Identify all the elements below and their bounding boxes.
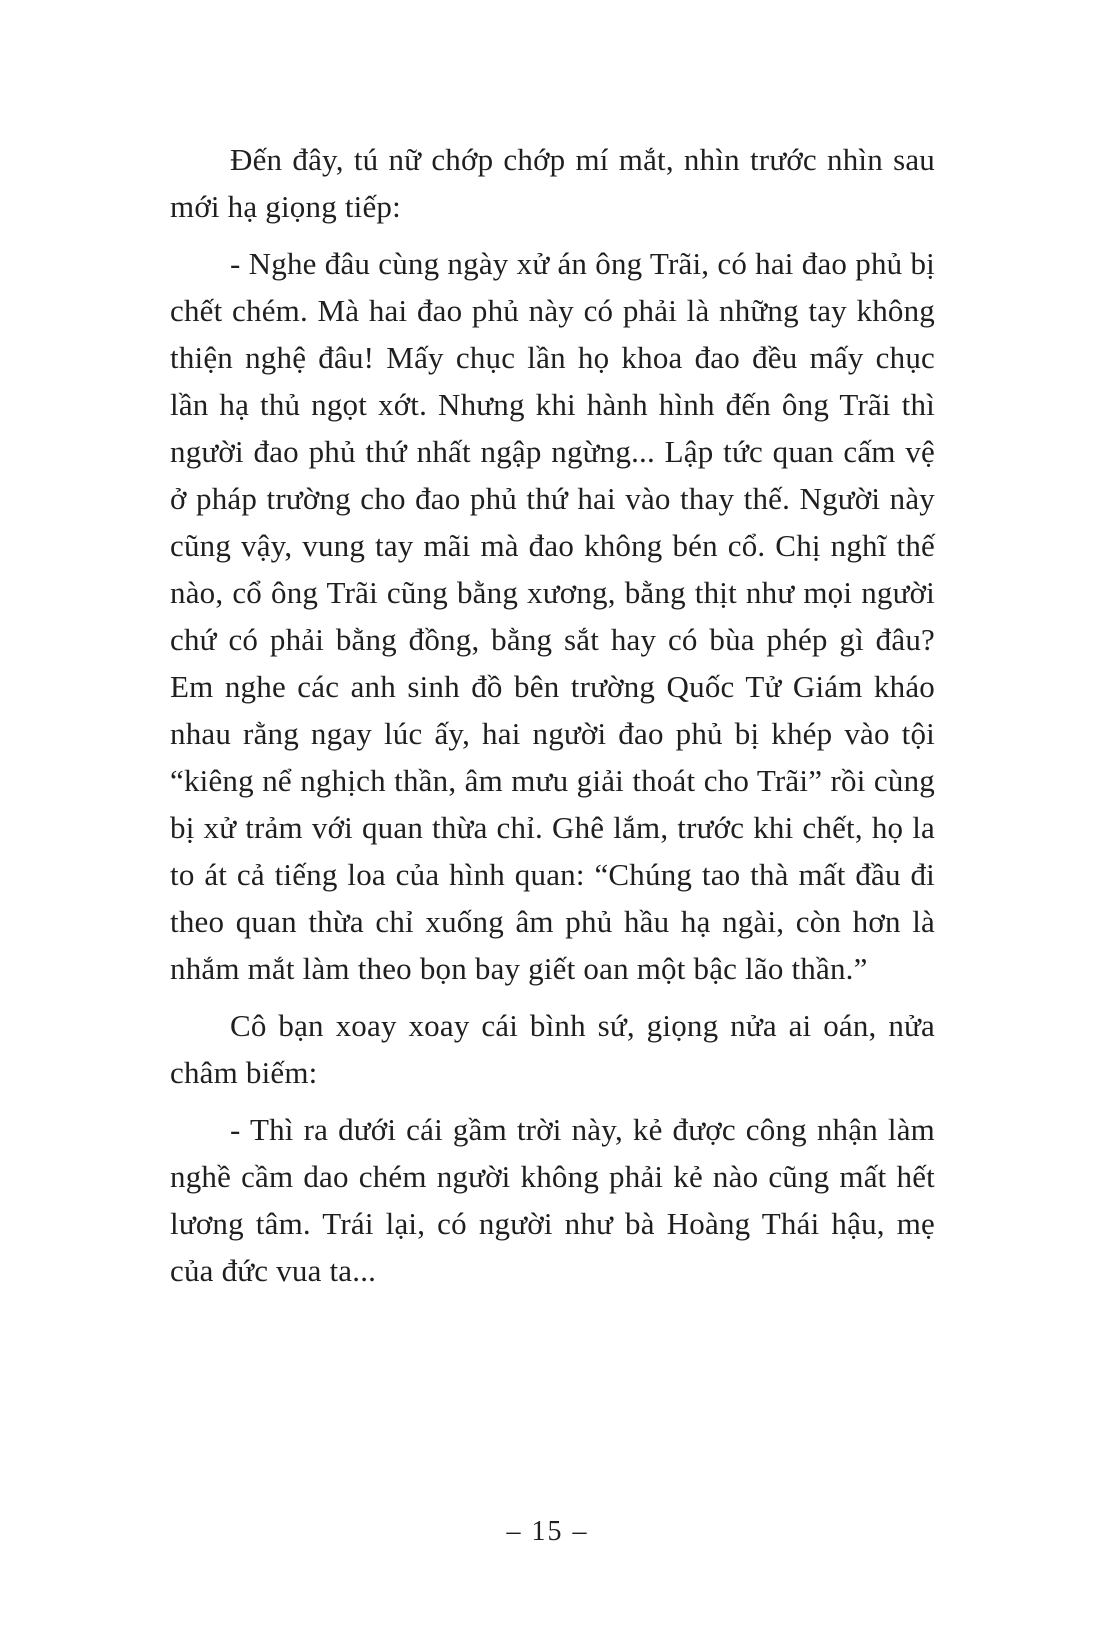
paragraph-narration-2: Cô bạn xoay xoay cái bình sứ, giọng nửa ai oán, nửa châm biếm: xyxy=(170,1008,935,1090)
page-number: – 15 – xyxy=(506,1516,589,1547)
paragraph-dialogue-1: - Nghe đâu cùng ngày xử án ông Trãi, có hai đao phủ bị chết chém. Mà hai đao phủ này có phải là những tay không thiện nghệ đâu! Mấy chục lần họ khoa đao đều mấy chục lần hạ thủ ngọt xớt. Nhưng khi hành hình đến ông Trãi thì người đao phủ thứ nhất ngập ngừng... Lập tức quan cấm vệ ở pháp trường cho đao phủ thứ hai vào thay thế. Người này cũng vậy, vung tay mãi mà đao không bén cổ. Chị nghĩ thế nào, cổ ông Trãi cũng bằng xương, bằng thịt như mọi người chứ có phải bằng đồng, bằng sắt hay có bùa phép gì đâu? Em nghe các anh sinh đồ bên trường Quốc Tử Giám kháo nhau rằng ngay lúc ấy, hai người đao phủ bị khép vào tội “kiêng nể nghịch thần, âm mưu giải thoát cho Trãi” rồi cùng bị xử trảm với quan thừa chỉ. Ghê lắm, trước khi chết, họ la to át cả tiếng loa của hình quan: “Chúng tao thà mất đầu đi theo quan thừa chỉ xuống âm phủ hầu hạ ngài, còn hơn là nhắm mắt làm theo bọn bay giết oan một bậc lão thần.” xyxy=(170,246,935,986)
paragraph-dialogue-2: - Thì ra dưới cái gầm trời này, kẻ được công nhận làm nghề cầm dao chém người không phải kẻ nào cũng mất hết lương tâm. Trái lại, có người như bà Hoàng Thái hậu, mẹ của đức vua ta... xyxy=(170,1112,935,1288)
page-footer xyxy=(0,1512,1095,1552)
page-text-block xyxy=(170,136,935,1304)
paragraph-narration-1: Đến đây, tú nữ chớp chớp mí mắt, nhìn trước nhìn sau mới hạ giọng tiếp: xyxy=(170,142,935,224)
